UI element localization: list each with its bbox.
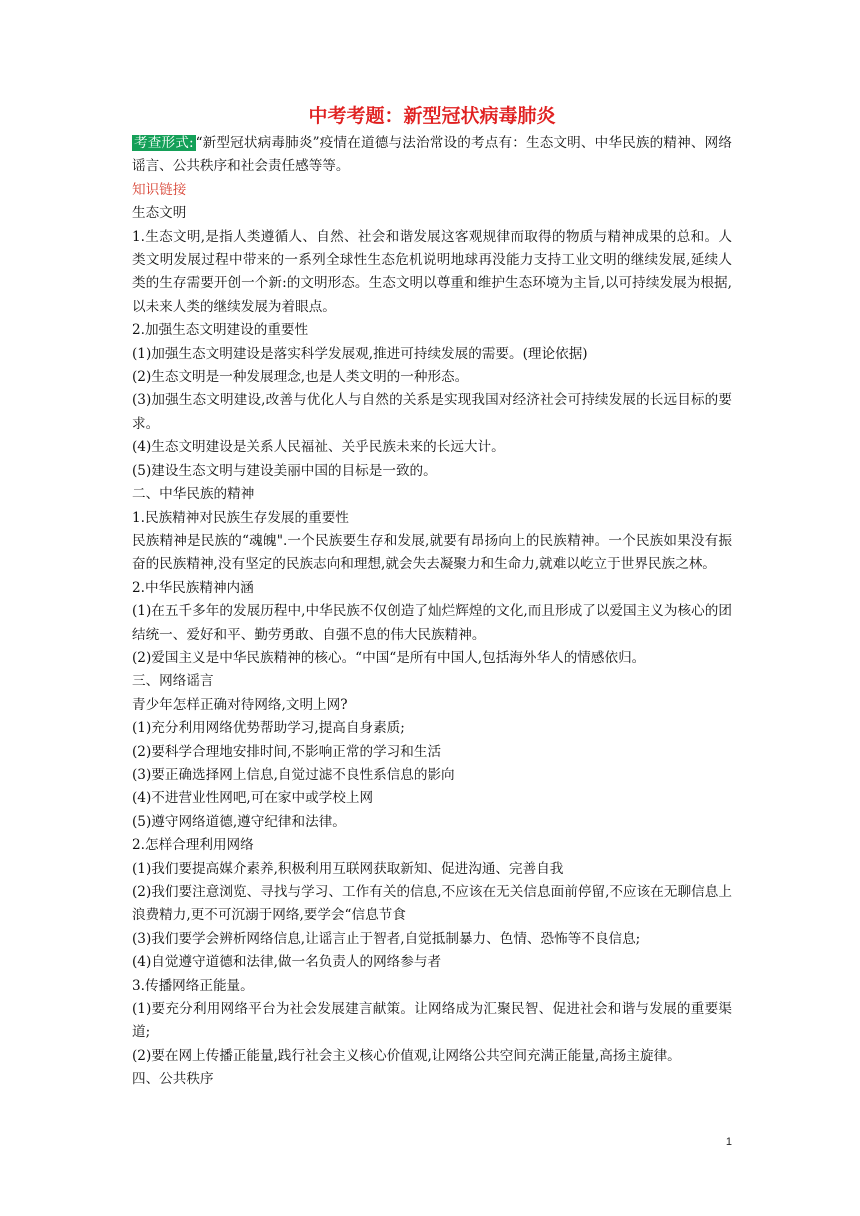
intro-paragraph <box>132 132 732 179</box>
paragraph: 3.传播网络正能量。 <box>132 977 254 994</box>
paragraph: 1.民族精神对民族生存发展的重要性 <box>132 509 349 526</box>
section-heading: 三、网络谣言 <box>132 673 214 690</box>
paragraph: 生态文明 <box>132 205 187 222</box>
paragraph: (2)爱国主义是中华民族精神的核心。“中国“是所有中国人,包括海外华人的情感依归。 <box>132 649 646 666</box>
paragraph: (2)生态文明是一种发展理念,也是人类文明的一种形态。 <box>132 369 469 386</box>
paragraph: (2)要在网上传播正能量,践行社会主义核心价值观,让网络公共空间充满正能量,高扬主旋律。 <box>132 1047 681 1064</box>
paragraph: 1.生态文明,是指人类遵循人、自然、社会和谐发展这客观规律而取得的物质与精神成果的总和。人类文明发展过程中带来的一系列全球性生态危机说明地球再没能力支持工业文明的继续发展,延续人类的生存需要开创一个新:的文明形态。生态文明以尊重和维护生态环境为主旨,以可持续发展为根据,以未来人类的继续发展为着眼点。 <box>132 228 732 315</box>
section-heading: 四、公共秩序 <box>132 1071 214 1088</box>
paragraph: (1)充分利用网络优势帮助学习,提高自身素质; <box>132 720 405 737</box>
section-heading: 二、中华民族的精神 <box>132 486 255 503</box>
paragraph: (5)建设生态文明与建设美丽中国的目标是一致的。 <box>132 462 437 479</box>
paragraph: (1)要充分利用网络平台为社会发展建言献策。让网络成为汇聚民智、促进社会和谐与发展的重要渠道; <box>132 1001 732 1041</box>
knowledge-link-heading: 知识链接 <box>132 181 187 198</box>
paragraph: (5)遵守网络道德,遵守纪律和法律。 <box>132 813 346 830</box>
intro-text: “新型冠状病毒肺炎”疫情在道德与法治常设的考点有：生态文明、中华民族的精神、网络谣言、公共秩序和社会责任感等等。 <box>132 135 732 175</box>
paragraph: 2.加强生态文明建设的重要性 <box>132 322 309 339</box>
paragraph: (3)要正确选择网上信息,自觉过滤不良性系信息的影向 <box>132 766 455 783</box>
paragraph: (4)不进营业性网吧,可在家中或学校上网 <box>132 790 374 807</box>
paragraph: (3)我们要学会辨析网络信息,让谣言止于智者,自觉抵制暴力、色情、恐怖等不良信息; <box>132 930 641 947</box>
paragraph: (2)要科学合理地安排时间,不影响正常的学习和生活 <box>132 743 442 760</box>
document-body <box>132 102 732 1092</box>
page-title: 中考考题：新型冠状病毒肺炎 <box>308 105 556 127</box>
paragraph: 2.中华民族精神内涵 <box>132 579 254 596</box>
paragraph: (3)加强生态文明建设,改善与优化人与自然的关系是实现我国对经济社会可持续发展的长远目标的要求。 <box>132 392 732 432</box>
page-number: 1 <box>725 1136 732 1148</box>
paragraph: 2.怎样合理利用网络 <box>132 837 254 854</box>
paragraph: (1)在五千多年的发展历程中,中华民族不仅创造了灿烂辉煌的文化,而且形成了以爱国主义为核心的团结统一、爱好和平、勤劳勇敢、自强不息的伟大民族精神。 <box>132 603 732 643</box>
paragraph: (1)我们要提高媒介素养,积极利用互联网获取新知、促进沟通、完善自我 <box>132 860 564 877</box>
paragraph: (1)加强生态文明建设是落实科学发展观,推进可持续发展的需要。(理论依据) <box>132 345 588 362</box>
paragraph: (4)生态文明建设是关系人民福祉、关乎民族未来的长远大计。 <box>132 439 505 456</box>
paragraph: 青少年怎样正确对待网络,文明上网? <box>132 696 348 713</box>
exam-form-tag: 考查形式: <box>134 135 194 151</box>
paragraph: (2)我们要注意浏览、寻找与学习、工作有关的信息,不应该在无关信息面前停留,不应该在无聊信息上浪费精力,更不可沉溺于网络,要学会“信息节食 <box>132 884 732 924</box>
paragraph: (4)自觉遵守道德和法律,做一名负责人的网络参与者 <box>132 954 442 971</box>
paragraph: 民族精神是民族的“魂魄".一个民族要生存和发展,就要有昂扬向上的民族精神。一个民族如果没有振奋的民族精神,没有坚定的民族志向和理想,就会失去凝聚力和生命力,就难以屹立于世界民族之林。 <box>132 532 732 573</box>
